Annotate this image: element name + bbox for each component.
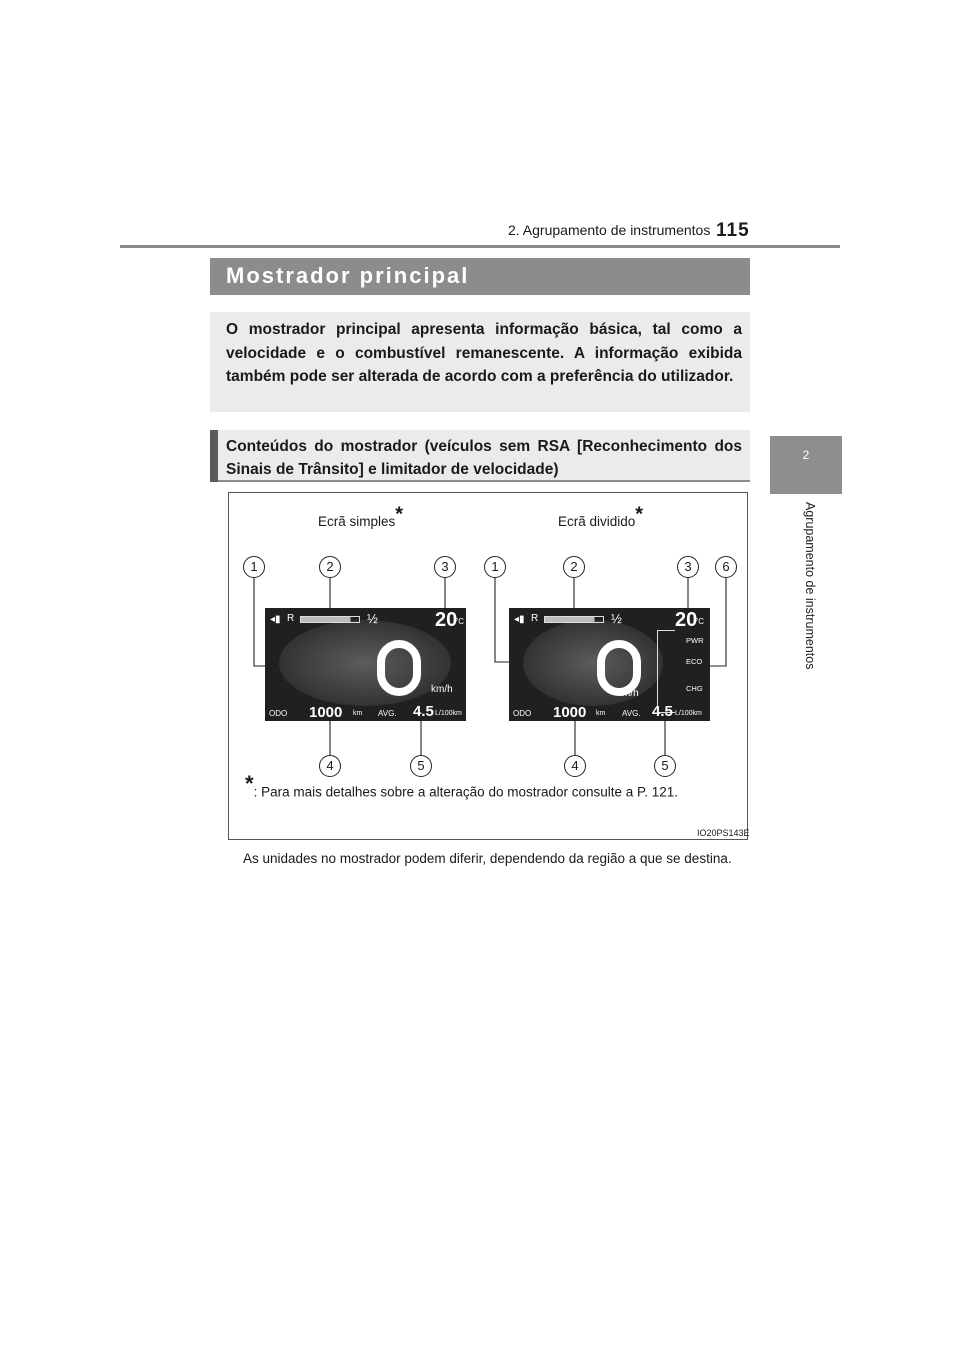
section-heading: Mostrador principal [226, 263, 470, 288]
callout-5-right: 5 [654, 755, 676, 777]
subsection-heading: Conteúdos do mostrador (veículos sem RSA [Reconhecimento dos Sinais de Trânsito] e limitador de velocidade) [226, 438, 742, 478]
odometer-unit: km [596, 710, 606, 717]
fuel-fraction: ½ [611, 611, 622, 626]
callout-1-right: 1 [484, 556, 506, 578]
chapter-side-tab-number: 2 [802, 448, 810, 462]
avg-label: AVG. [378, 709, 397, 718]
odometer-unit: km [353, 710, 363, 717]
odometer-value: 1000 [309, 704, 343, 721]
speedometer-value [377, 640, 421, 696]
hybrid-indicator-frame [657, 630, 675, 713]
odo-label: ODO [513, 709, 532, 718]
odo-label: ODO [269, 709, 288, 718]
simple-screen-display [265, 608, 466, 721]
intro-text: O mostrador principal apresenta informação básica, tal como a velocidade e o combustível remanescente. A informação exibida também pode ser alterada de acordo com a preferência do utilizador. [226, 321, 742, 385]
shift-position: R [531, 613, 539, 624]
callout-1-left: 1 [243, 556, 265, 578]
screen-backlight [279, 620, 451, 706]
outside-temperature: 20 [435, 609, 458, 631]
avg-label: AVG. [622, 709, 641, 718]
chapter-side-tab-label: Agrupamento de instrumentos [803, 502, 817, 670]
outside-temperature: 20 [675, 609, 698, 631]
shift-position: R [287, 613, 295, 624]
callout-4-left: 4 [319, 755, 341, 777]
avg-fuel-economy-unit: L/100km [675, 710, 702, 717]
speed-unit: km/h [431, 684, 453, 695]
left-screen-label: Ecrã simples* [318, 503, 404, 529]
fuel-fraction: ½ [367, 611, 378, 626]
fuel-pump-icon: ◂▮ [270, 614, 281, 625]
callout-5-left: 5 [410, 755, 432, 777]
right-screen-label: Ecrã dividido* [558, 503, 644, 529]
callout-2-right: 2 [563, 556, 585, 578]
fuel-pump-icon: ◂▮ [514, 614, 525, 625]
hybrid-mode-eco: ECO [686, 657, 703, 666]
fuel-gauge [300, 616, 360, 623]
avg-fuel-economy-value: 4.5 [652, 703, 673, 720]
fuel-gauge [544, 616, 604, 623]
callout-6-right: 6 [715, 556, 737, 578]
split-screen-display [509, 608, 710, 721]
temperature-unit: °C [455, 617, 464, 626]
figure-code: IO20PS143E [697, 828, 750, 838]
page-number: 115 [716, 220, 750, 241]
figure-footnote: *: Para mais detalhes sobre a alteração do mostrador consulte a P. 121. [245, 771, 679, 800]
hybrid-mode-chg: CHG [686, 684, 703, 693]
callout-2-left: 2 [319, 556, 341, 578]
speed-unit: km/h [617, 688, 639, 699]
callout-3-right: 3 [677, 556, 699, 578]
avg-fuel-economy-unit: L/100km [435, 710, 462, 717]
units-note: As unidades no mostrador podem diferir, dependendo da região a que se destina. [243, 851, 732, 866]
chapter-title: 2. Agrupamento de instrumentos [508, 222, 711, 238]
odometer-value: 1000 [553, 704, 587, 721]
callout-4-right: 4 [564, 755, 586, 777]
avg-fuel-economy-value: 4.5 [413, 703, 434, 720]
hybrid-mode-pwr: PWR [686, 636, 704, 645]
callout-3-left: 3 [434, 556, 456, 578]
screen-backlight [523, 620, 663, 706]
temperature-unit: °C [695, 617, 704, 626]
